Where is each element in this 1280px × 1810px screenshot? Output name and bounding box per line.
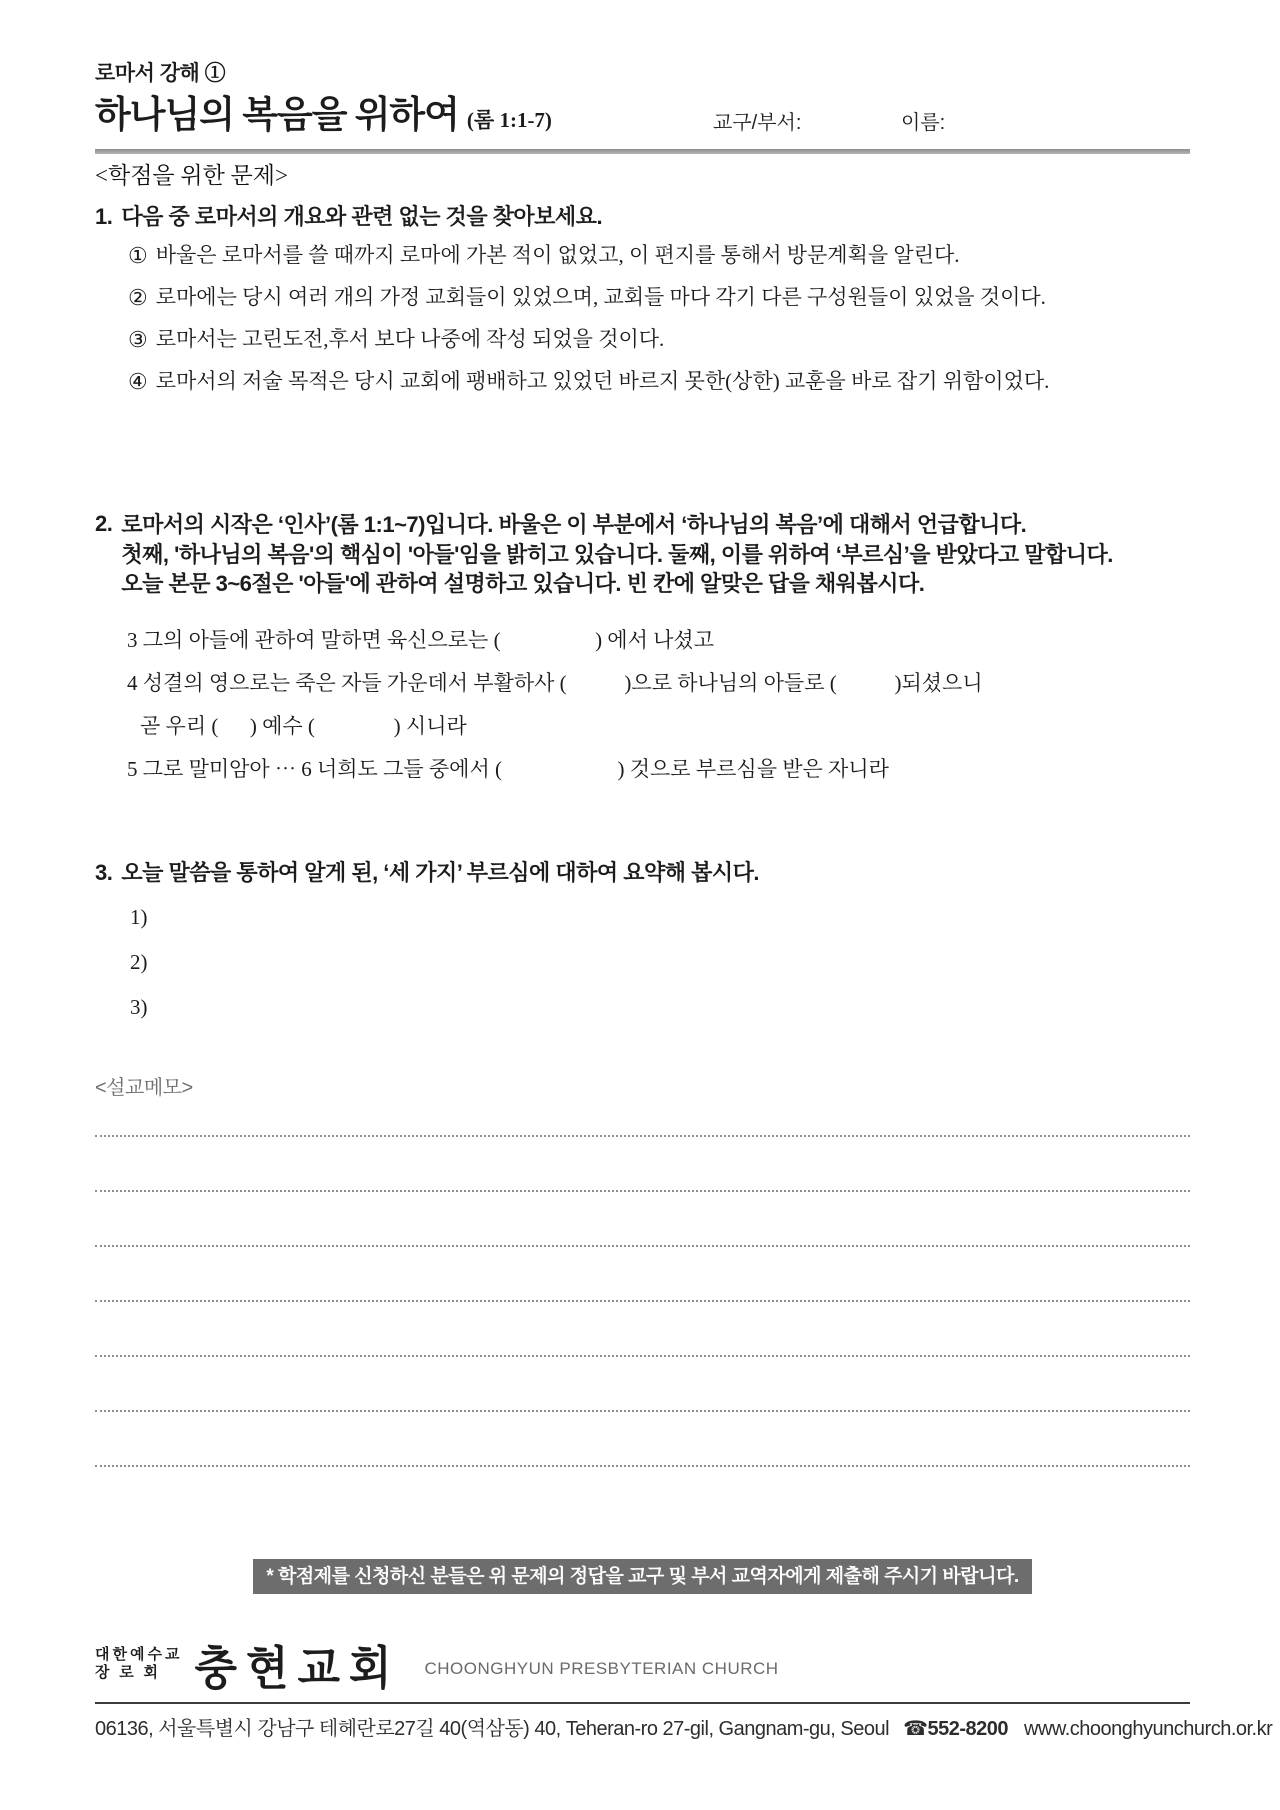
option-1-text: 바울은 로마서를 쓸 때까지 로마에 가본 적이 없었고, 이 편지를 통해서 방문계획을 알린다. [155, 243, 960, 267]
q2-intro-line: 로마서의 시작은 ‘인사’(롬 1:1~7)입니다. 바울은 이 부분에서 ‘하나님의 복음’에 대해서 언급합니다. [121, 512, 1027, 537]
verse-line: 곧 우리 ( ) 예수 ( ) 시니라 [140, 713, 467, 738]
logo-name: 충현교회 [194, 1642, 401, 1694]
logo-denomination [95, 1646, 182, 1682]
option-2-text: 로마에는 당시 여러 개의 가정 교회들이 있었으며, 교회들 마다 각기 다른 구성원들이 있었을 것이다. [155, 285, 1046, 309]
option-item [128, 368, 1190, 395]
memo-line [95, 1101, 1190, 1137]
answer-slot: 3) [130, 994, 148, 1019]
phone-icon: ☎ [903, 1717, 928, 1740]
question-2-text [121, 510, 1113, 599]
question-3-heading [95, 859, 1190, 886]
memo-line [95, 1247, 1190, 1302]
memo-line [95, 1302, 1190, 1357]
header-rule [95, 149, 1190, 154]
memo-line [95, 1137, 1190, 1192]
option-3-marker: ③ [128, 327, 148, 352]
question-2-number: 2. [95, 511, 113, 536]
question-3-number: 3. [95, 859, 113, 885]
option-item [128, 242, 1190, 269]
question-3-answers [95, 904, 1190, 1021]
question-2-heading [95, 510, 1190, 599]
page-title: 하나님의 복음을 위하여 [95, 95, 459, 136]
option-4-text: 로마서의 저술 목적은 당시 교회에 팽배하고 있었던 바르지 못한(상한) 교훈을 바로 잡기 위함이었다. [155, 369, 1050, 393]
title-row [95, 93, 1190, 141]
answer-slot: 2) [130, 949, 148, 974]
website-url: www.choonghyunchurch.or.kr [1024, 1717, 1273, 1740]
option-item [128, 326, 1190, 353]
footer-address-row [95, 1712, 1273, 1741]
series-label: 로마서 강해 ① [95, 62, 226, 85]
question-3-text: 오늘 말씀을 통하여 알게 된, ‘세 가지’ 부르심에 대하여 요약해 봅시다. [121, 859, 760, 885]
option-3-text: 로마서는 고린도전,후서 보다 나중에 작성 되었을 것이다. [155, 327, 665, 351]
phone-number: ☎552-8200 [903, 1717, 1009, 1740]
church-logo [95, 1632, 1190, 1696]
logo-denomination-line1: 대한예수교 [95, 1646, 183, 1663]
submission-notice: * 학점제를 신청하신 분들은 위 문제의 정답을 교구 및 부서 교역자에게 제출해 주시기 바랍니다. [253, 1559, 1031, 1594]
question-1-text: 다음 중 로마서의 개요와 관련 없는 것을 찾아보세요. [121, 204, 603, 229]
memo-line [95, 1192, 1190, 1247]
q2-intro-line: 첫째, '하나님의 복음'의 핵심이 '아들'임을 밝히고 있습니다. 둘째, 이를 위하여 ‘부르심’을 받았다고 말합니다. [121, 541, 1113, 567]
footer-rule [95, 1702, 1190, 1704]
worksheet-page [95, 0, 1273, 1741]
notice-row [95, 1559, 1190, 1594]
name-field-label: 이름: [901, 112, 946, 134]
parish-field-label: 교구/부서: [713, 112, 802, 134]
answer-slot: 1) [130, 904, 148, 929]
q2-intro-line: 오늘 본문 3~6절은 '아들'에 관하여 설명하고 있습니다. 빈 칸에 알맞은 답을 채워봅시다. [121, 571, 925, 596]
option-4-marker: ④ [128, 369, 148, 394]
church-name-en: CHOONGHYUN PRESBYTERIAN CHURCH [424, 1658, 779, 1678]
footer-address: 06136, 서울특별시 강남구 테헤란로27길 40(역삼동) 40, Teheran-ro 27-gil, Gangnam-gu, Seoul [95, 1717, 890, 1740]
verse-line: 3 그의 아들에 관하여 말하면 육신으로는 ( ) 에서 나셨고 [127, 627, 714, 652]
question-1-number: 1. [95, 204, 113, 229]
verse-line: 5 그로 말미암아 ⋯ 6 너희도 그들 중에서 ( ) 것으로 부르심을 받은 자니라 [127, 756, 889, 781]
memo-line [95, 1412, 1190, 1467]
memo-heading: <설교메모> [95, 1076, 193, 1099]
scripture-ref: (롬 1:1-7) [466, 108, 552, 132]
verse-line: 4 성결의 영으로는 죽은 자들 가운데서 부활하사 ( )으로 하나님의 아들로 ( )되셨으니 [127, 670, 983, 695]
question-2-verses [95, 627, 1190, 783]
memo-line [95, 1357, 1190, 1412]
question-1-options [95, 242, 1190, 395]
memo-lines [95, 1101, 1190, 1467]
section-heading: <학점을 위한 문제> [95, 163, 288, 188]
option-2-marker: ② [128, 285, 148, 310]
option-item [128, 284, 1190, 311]
option-1-marker: ① [128, 243, 148, 268]
logo-denomination-line2: 장 로 회 [95, 1664, 161, 1681]
question-1-heading [95, 203, 1190, 230]
